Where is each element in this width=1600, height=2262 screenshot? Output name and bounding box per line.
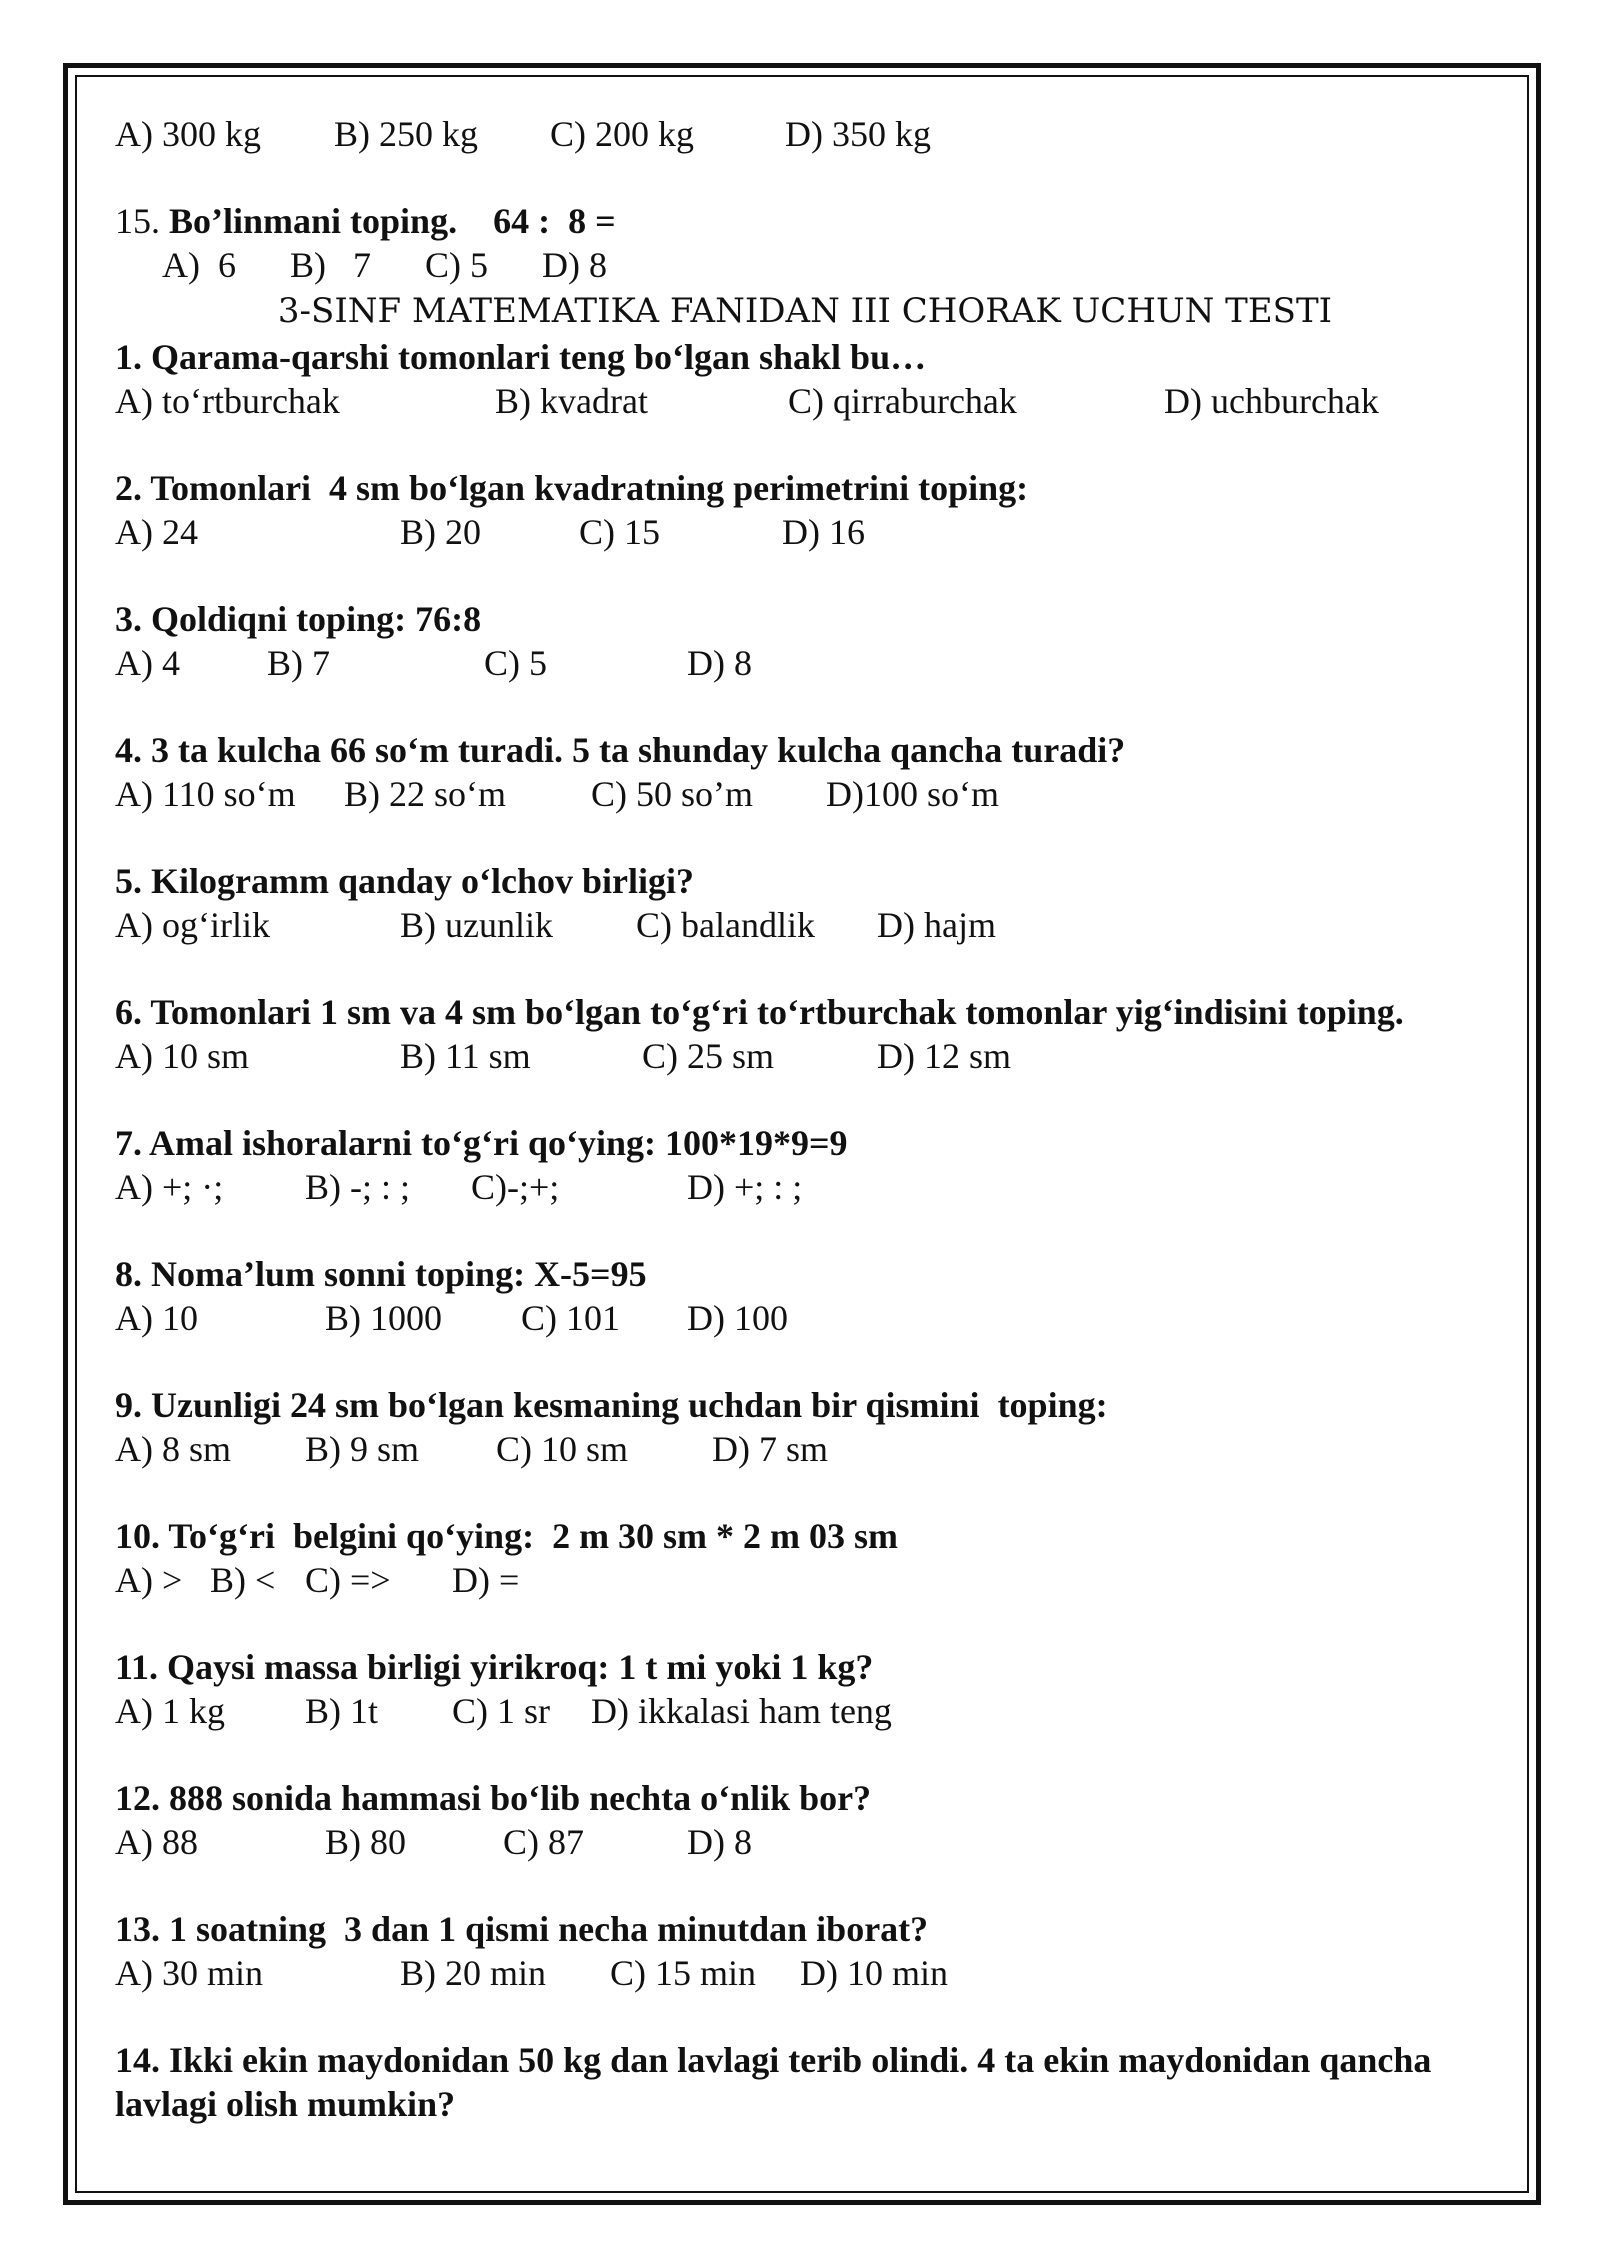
question-3: 3. Qoldiqni toping: 76:8 [115, 599, 482, 639]
option-c: C) 15 min [610, 1953, 757, 1993]
question-12: 12. 888 sonida hammasi bo‘lib nechta o‘nlik bor? [115, 1778, 872, 1818]
option-b: B) kvadrat [495, 381, 648, 421]
option-a: A) 1 kg [115, 1691, 225, 1731]
option-a: A) 10 sm [115, 1036, 249, 1076]
option-b: B) 250 kg [334, 114, 478, 154]
question-9: 9. Uzunligi 24 sm bo‘lgan kesmaning uchdan bir qismini toping: [115, 1385, 1108, 1425]
option-b: B) 80 [325, 1822, 406, 1862]
question-5: 5. Kilogramm qanday o‘lchov birligi? [115, 861, 695, 901]
option-a: A) to‘rtburchak [115, 381, 340, 421]
option-a: A) +; ·; [115, 1167, 224, 1207]
answer-options-2 [115, 510, 1515, 554]
option-a: A) 24 [115, 512, 198, 552]
option-c: C) => [305, 1560, 391, 1600]
option-b: B) 22 so‘m [344, 774, 506, 814]
option-c: C) 101 [521, 1298, 620, 1338]
question-7: 7. Amal ishoralarni to‘g‘ri qo‘ying: 100*19*9=9 [115, 1123, 848, 1163]
option-a: A) og‘irlik [115, 905, 270, 945]
answer-options-12 [115, 1820, 1515, 1864]
option-c: C) 87 [503, 1822, 584, 1862]
question-1: 1. Qarama-qarshi tomonlari teng bo‘lgan shakl bu… [115, 337, 927, 377]
option-c: C) 50 so’m [591, 774, 753, 814]
option-b: B) 20 min [400, 1953, 547, 1993]
option-b: B) uzunlik [400, 905, 553, 945]
option-d: D) 16 [782, 512, 865, 552]
answer-options-3 [115, 641, 1515, 685]
answer-options-15: A) 6 B) 7 C) 5 D) 8 [162, 245, 607, 285]
question-13: 13. 1 soatning 3 dan 1 qismi necha minutdan iborat? [115, 1909, 929, 1949]
question-text: Bo’linmani toping. [169, 201, 458, 241]
option-a: A) 30 min [115, 1953, 263, 1993]
option-c: C) 5 [484, 643, 547, 683]
answer-options-4 [115, 772, 1515, 816]
question-2: 2. Tomonlari 4 sm bo‘lgan kvadratning perimetrini toping: [115, 468, 1029, 508]
option-b: B) < [210, 1560, 276, 1600]
option-b: B) 1t [305, 1691, 379, 1731]
option-c: C) 10 sm [496, 1429, 629, 1469]
option-d: D) hajm [877, 905, 996, 945]
option-b: B) 1000 [325, 1298, 442, 1338]
question-8: 8. Noma’lum sonni toping: X-5=95 [115, 1254, 647, 1294]
answer-options-7 [115, 1165, 1515, 1209]
answer-options-1 [115, 379, 1515, 423]
answer-options-8 [115, 1296, 1515, 1340]
option-d: D) ikkalasi ham teng [591, 1691, 892, 1731]
option-a: A) 88 [115, 1822, 198, 1862]
answer-options-5 [115, 903, 1515, 947]
answer-options-11 [115, 1689, 1515, 1733]
option-c: C) qirraburchak [788, 381, 1017, 421]
option-d: D) 100 [687, 1298, 788, 1338]
answer-options-9 [115, 1427, 1515, 1471]
option-d: D)100 so‘m [826, 774, 999, 814]
option-d: D) 350 kg [785, 114, 931, 154]
option-d: D) 10 min [800, 1953, 948, 1993]
option-b: B) -; : ; [305, 1167, 410, 1207]
option-d: D) 8 [687, 643, 752, 683]
option-a: A) 8 sm [115, 1429, 231, 1469]
option-c: C) 1 sr [452, 1691, 550, 1731]
answer-options-prev [115, 112, 1515, 156]
option-b: B) 20 [400, 512, 481, 552]
option-d: D) 8 [687, 1822, 752, 1862]
option-c: C) balandlik [636, 905, 815, 945]
question-4: 4. 3 ta kulcha 66 so‘m turadi. 5 ta shunday kulcha qancha turadi? [115, 730, 1126, 770]
option-a: A) 300 kg [115, 114, 261, 154]
option-c: C) 15 [579, 512, 660, 552]
question-14: 14. Ikki ekin maydonidan 50 kg dan lavlagi terib olindi. 4 ta ekin maydonidan qancha lavlagi olish mumkin? [115, 2040, 1432, 2124]
option-c: C) 200 kg [550, 114, 694, 154]
question-11: 11. Qaysi massa birligi yirikroq: 1 t mi yoki 1 kg? [115, 1647, 874, 1687]
answer-options-10 [115, 1558, 1515, 1602]
option-a: A) 4 [115, 643, 180, 683]
option-b: B) 11 sm [400, 1036, 531, 1076]
option-d: D) 12 sm [877, 1036, 1011, 1076]
option-c: C)-;+; [471, 1167, 560, 1207]
option-b: B) 9 sm [305, 1429, 420, 1469]
test-content [115, 112, 1515, 2126]
option-d: D) = [452, 1560, 520, 1600]
option-b: B) 7 [267, 643, 330, 683]
option-a: A) > [115, 1560, 183, 1600]
option-d: D) 7 sm [712, 1429, 828, 1469]
option-d: D) +; : ; [687, 1167, 803, 1207]
question-6: 6. Tomonlari 1 sm va 4 sm bo‘lgan to‘g‘ri to‘rtburchak tomonlar yig‘indisini toping. [115, 992, 1404, 1032]
option-d: D) uchburchak [1164, 381, 1379, 421]
option-a: A) 110 so‘m [115, 774, 296, 814]
answer-options-13 [115, 1951, 1515, 1995]
question-15 [115, 199, 1515, 243]
option-c: C) 25 sm [642, 1036, 775, 1076]
question-number: 15. [115, 201, 160, 241]
question-expression: 64 : 8 = [493, 201, 616, 241]
test-title: 3-SINF MATEMATIKA FANIDAN III CHORAK UCHUN TESTI [277, 291, 1333, 331]
option-a: A) 10 [115, 1298, 198, 1338]
answer-options-6 [115, 1034, 1515, 1078]
question-10: 10. To‘g‘ri belgini qo‘ying: 2 m 30 sm * 2 m 03 sm [115, 1516, 899, 1556]
